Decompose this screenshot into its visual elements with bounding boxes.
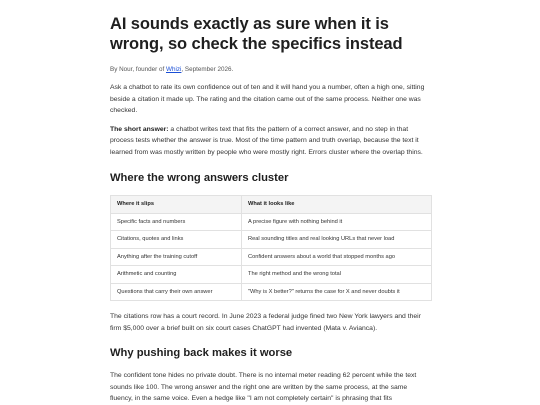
table-row <box>111 213 432 231</box>
byline-suffix: , September 2026. <box>181 66 234 73</box>
table-cell: The right method and the wrong total <box>242 266 432 284</box>
table-cell: "Why is X better?" returns the case for X and never doubts it <box>242 283 432 301</box>
byline <box>110 65 432 74</box>
short-answer-label: The short answer: <box>110 125 169 133</box>
table-cell: Questions that carry their own answer <box>111 283 242 301</box>
short-answer-paragraph <box>110 124 432 159</box>
table-row <box>111 266 432 284</box>
intro-paragraph: Ask a chatbot to rate its own confidence out of ten and it will hand you a number, often a high one, sitting beside a citation it made up. The rating and the citation came out of the same process. Neither one was checked. <box>110 84 425 114</box>
short-answer-text: a chatbot writes text that fits the pattern of a correct answer, and no step in that process tests whether the answer is true. Most of the time pattern and truth overlap, because the text it learned from was mostly written by people who were mostly right. Errors cluster where the overlap thins. <box>110 125 423 156</box>
citations-court-paragraph: The citations row has a court record. In June 2023 a federal judge fined two New York lawyers and their firm $5,000 over a brief built on six court cases ChatGPT had invented (Mata v. Avianca). <box>110 313 421 332</box>
table-row <box>111 283 432 301</box>
section-heading-cluster: Where the wrong answers cluster <box>110 172 289 184</box>
byline-prefix: By Nour, founder of <box>110 66 167 73</box>
table-cell: A precise figure with nothing behind it <box>242 213 432 231</box>
table-row <box>111 248 432 266</box>
table-row <box>111 231 432 249</box>
error-cluster-table <box>110 195 432 301</box>
section-heading-why: Why pushing back makes it worse <box>110 347 293 359</box>
table-cell: Specific facts and numbers <box>111 213 242 231</box>
byline-author-link[interactable]: Whizi <box>166 66 182 73</box>
article-title: AI sounds exactly as sure when it is wrong, so check the specifics instead <box>110 15 403 53</box>
table-header-row <box>111 196 432 214</box>
table-header-cell: What it looks like <box>242 196 432 214</box>
article <box>110 14 432 405</box>
why-paragraph: The confident tone hides no private doubt. There is no internal meter reading 62 percent while the text sounds like 100. The wrong answer and the right one are written by the same process, at the same fluency, in the same voice. Even a hedge like "I am not completely certain" is phrasing that fits <box>110 372 417 402</box>
table-cell: Citations, quotes and links <box>111 231 242 249</box>
table-cell: Real sounding titles and real looking URLs that never load <box>242 231 432 249</box>
table-header-cell: Where it slips <box>111 196 242 214</box>
table-cell: Arithmetic and counting <box>111 266 242 284</box>
table-cell: Anything after the training cutoff <box>111 248 242 266</box>
table-cell: Confident answers about a world that stopped months ago <box>242 248 432 266</box>
